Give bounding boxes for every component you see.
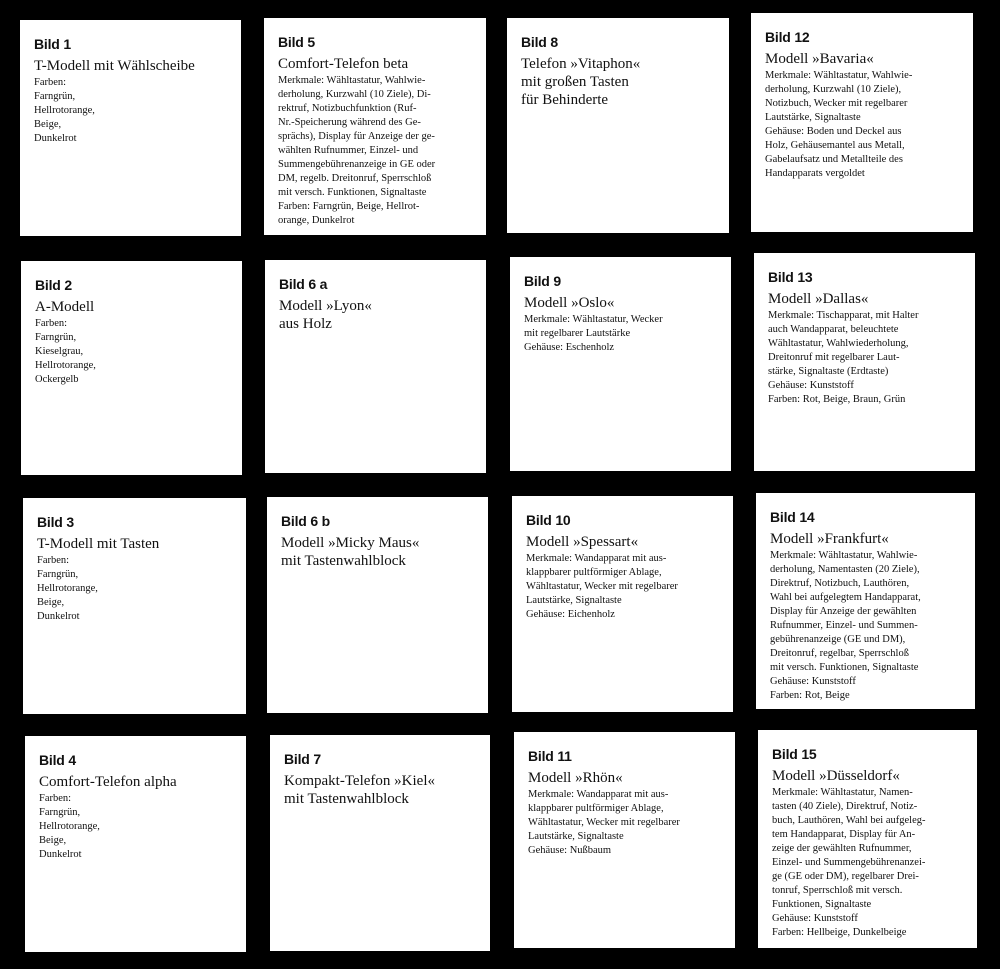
card-text-line: Farben: — [37, 555, 70, 566]
card-bild-6-a — [265, 260, 486, 473]
card-text-line: Gehäuse: Boden und Deckel aus — [765, 126, 902, 137]
card-bild-3 — [23, 498, 246, 714]
card-text-line: Einzel- und Summengebührenanzei- — [772, 857, 926, 868]
card-label: Bild 7 — [284, 751, 321, 767]
card-text-line: Dreitonruf, regelbar, Sperrschloß — [770, 648, 909, 659]
card-text-line: Notizbuch, Wecker mit regelbarer — [765, 98, 908, 109]
card-text-line: Gehäuse: Kunststoff — [770, 676, 856, 687]
card-bild-12 — [751, 13, 973, 232]
card-text-line: auch Wandapparat, beleuchtete — [768, 324, 899, 335]
card-text-line: Wahl bei aufgelegtem Handapparat, — [770, 592, 921, 603]
card-label: Bild 10 — [526, 512, 571, 528]
card-bild-13 — [754, 253, 975, 471]
card-bild-15 — [758, 730, 977, 948]
card-label: Bild 15 — [772, 746, 817, 762]
card-text-line: Farben: Farngrün, Beige, Hellrot- — [278, 201, 420, 212]
card-bild-4 — [25, 736, 246, 952]
card-text-line: orange, Dunkelrot — [278, 215, 355, 226]
card-label: Bild 6 a — [279, 276, 328, 292]
card-text-line: Farngrün, — [37, 569, 79, 580]
card-title-line: Modell »Lyon« — [279, 298, 372, 314]
card-bild-7 — [270, 735, 490, 951]
card-text-line: sprächs), Display für Anzeige der ge- — [278, 131, 435, 142]
card-text-line: Farben: Hellbeige, Dunkelbeige — [772, 927, 907, 938]
card-text-line: Lautstärke, Signaltaste — [526, 595, 622, 606]
card-label: Bild 5 — [278, 34, 315, 50]
card-text-line: Gehäuse: Eichenholz — [526, 609, 615, 620]
card-title-line: Modell »Rhön« — [528, 770, 623, 786]
card-title-line: mit Tastenwahlblock — [284, 791, 409, 807]
card-text-line: Direktruf, Notizbuch, Lauthören, — [770, 578, 910, 589]
card-text-line: tasten (40 Ziele), Direktruf, Notiz- — [772, 801, 918, 812]
card-text-line: buch, Lauthören, Wahl bei aufgeleg- — [772, 815, 926, 826]
card-text-line: Farngrün, — [34, 91, 76, 102]
card-text-line: Wähltastatur, Wahlwiederholung, — [768, 338, 909, 349]
card-text-line: mit versch. Funktionen, Signaltaste — [770, 662, 919, 673]
card-bild-10 — [512, 496, 733, 712]
card-text-line: klappbarer pultförmiger Ablage, — [528, 803, 664, 814]
card-bild-6-b — [267, 497, 488, 713]
card-title-line: Modell »Micky Maus« — [281, 535, 420, 551]
card-text-line: Merkmale: Wähltastatur, Wecker — [524, 314, 663, 325]
card-title-line: Modell »Spessart« — [526, 534, 639, 550]
card-text-line: Merkmale: Wandapparat mit aus- — [526, 553, 667, 564]
card-title-line: Kompakt-Telefon »Kiel« — [284, 773, 435, 789]
card-label: Bild 2 — [35, 277, 72, 293]
card-text-line: Beige, — [37, 597, 65, 608]
card-title-line: Comfort-Telefon beta — [278, 56, 409, 72]
card-title-line: T-Modell mit Wählscheibe — [34, 58, 195, 74]
card-text-line: derholung, Kurzwahl (10 Ziele), Di- — [278, 89, 431, 100]
card-text-line: Beige, — [39, 835, 67, 846]
card-text-line: gebührenanzeige (GE und DM), — [770, 634, 906, 645]
card-text-line: klappbarer pultförmiger Ablage, — [526, 567, 662, 578]
card-text-line: DM, regelb. Dreitonruf, Sperrschloß — [278, 173, 432, 184]
card-text-line: Gehäuse: Kunststoff — [772, 913, 858, 924]
card-label: Bild 13 — [768, 269, 813, 285]
card-title-line: mit Tastenwahlblock — [281, 553, 406, 569]
card-bild-11 — [514, 732, 735, 948]
card-text-line: Beige, — [34, 119, 62, 130]
card-bild-9 — [510, 257, 731, 471]
card-label: Bild 6 b — [281, 513, 330, 529]
card-label: Bild 8 — [521, 34, 558, 50]
card-label: Bild 4 — [39, 752, 76, 768]
card-text-line: derholung, Kurzwahl (10 Ziele), — [765, 84, 902, 95]
card-title-line: Comfort-Telefon alpha — [39, 774, 177, 790]
card-text-line: Farngrün, — [39, 807, 81, 818]
card-bild-14 — [756, 493, 975, 709]
card-label: Bild 3 — [37, 514, 74, 530]
card-text-line: Lautstärke, Signaltaste — [765, 112, 861, 123]
card-text-line: Hellrotorange, — [35, 360, 96, 371]
card-text-line: Merkmale: Wähltastatur, Wahlwie- — [278, 75, 426, 86]
card-text-line: Gabelaufsatz und Metallteile des — [765, 154, 903, 165]
card-text-line: Holz, Gehäusemantel aus Metall, — [765, 140, 905, 151]
card-label: Bild 9 — [524, 273, 561, 289]
card-text-line: Gehäuse: Eschenholz — [524, 342, 615, 353]
card-text-line: derholung, Namentasten (20 Ziele), — [770, 564, 920, 575]
card-text-line: Kieselgrau, — [35, 346, 84, 357]
card-text-line: Merkmale: Wähltastatur, Namen- — [772, 787, 913, 798]
card-text-line: Wähltastatur, Wecker mit regelbarer — [528, 817, 680, 828]
card-text-line: Summengebührenanzeige in GE oder — [278, 159, 436, 170]
card-title-line: Modell »Oslo« — [524, 295, 615, 311]
card-text-line: mit versch. Funktionen, Signaltaste — [278, 187, 427, 198]
card-text-line: Farben: — [39, 793, 72, 804]
card-bild-2 — [21, 261, 242, 475]
card-bild-8 — [507, 18, 729, 233]
card-bild-1 — [20, 20, 241, 236]
card-title-line: Modell »Dallas« — [768, 291, 869, 307]
card-text-line: Display für Anzeige der gewählten — [770, 606, 917, 617]
card-text-line: tem Handapparat, Display für An- — [772, 829, 916, 840]
card-text-line: Handapparats vergoldet — [765, 168, 865, 179]
card-text-line: zeige der gewählten Rufnummer, — [772, 843, 912, 854]
card-title-line: Modell »Bavaria« — [765, 51, 874, 67]
card-text-line: Dreitonruf mit regelbarer Laut- — [768, 352, 900, 363]
card-title-line: mit großen Tasten — [521, 74, 629, 90]
card-title-line: Modell »Frankfurt« — [770, 531, 889, 547]
card-text-line: Farben: Rot, Beige — [770, 690, 850, 701]
card-text-line: Dunkelrot — [39, 849, 82, 860]
card-text-line: Farben: — [35, 318, 68, 329]
card-label: Bild 1 — [34, 36, 71, 52]
card-text-line: Nr.-Speicherung während des Ge- — [278, 117, 421, 128]
card-text-line: Farben: Rot, Beige, Braun, Grün — [768, 394, 906, 405]
card-text-line: Farben: — [34, 77, 67, 88]
card-label: Bild 12 — [765, 29, 810, 45]
card-text-line: Farngrün, — [35, 332, 77, 343]
card-text-line: Merkmale: Wandapparat mit aus- — [528, 789, 669, 800]
card-title-line: aus Holz — [279, 316, 332, 332]
card-text-line: Merkmale: Wähltastatur, Wahlwie- — [770, 550, 918, 561]
card-label: Bild 11 — [528, 748, 572, 764]
card-title-line: A-Modell — [35, 299, 95, 315]
card-text-line: Gehäuse: Kunststoff — [768, 380, 854, 391]
card-bild-5 — [264, 18, 486, 235]
card-text-line: Rufnummer, Einzel- und Summen- — [770, 620, 918, 631]
card-text-line: Hellrotorange, — [34, 105, 95, 116]
card-title-line: T-Modell mit Tasten — [37, 536, 160, 552]
card-text-line: Merkmale: Wähltastatur, Wahlwie- — [765, 70, 913, 81]
card-text-line: Dunkelrot — [37, 611, 80, 622]
card-text-line: rektruf, Notizbuchfunktion (Ruf- — [278, 103, 417, 114]
card-text-line: wählten Rufnummer, Einzel- und — [278, 145, 419, 156]
card-text-line: Hellrotorange, — [39, 821, 100, 832]
card-text-line: ge (GE oder DM), regelbarer Drei- — [772, 871, 919, 882]
card-title-line: Telefon »Vitaphon« — [521, 56, 641, 72]
card-text-line: Dunkelrot — [34, 133, 77, 144]
card-text-line: Funktionen, Signaltaste — [772, 899, 872, 910]
card-label: Bild 14 — [770, 509, 815, 525]
card-text-line: Merkmale: Tischapparat, mit Halter — [768, 310, 919, 321]
card-title-line: für Behinderte — [521, 92, 609, 108]
card-text-line: Hellrotorange, — [37, 583, 98, 594]
card-title-line: Modell »Düsseldorf« — [772, 768, 900, 784]
card-text-line: Lautstärke, Signaltaste — [528, 831, 624, 842]
card-text-line: Wähltastatur, Wecker mit regelbarer — [526, 581, 678, 592]
card-text-line: tonruf, Sperrschloß mit versch. — [772, 885, 903, 896]
card-text-line: stärke, Signaltaste (Erdtaste) — [768, 366, 889, 377]
card-text-line: Ockergelb — [35, 374, 79, 385]
card-text-line: mit regelbarer Lautstärke — [524, 328, 631, 339]
card-text-line: Gehäuse: Nußbaum — [528, 845, 612, 856]
